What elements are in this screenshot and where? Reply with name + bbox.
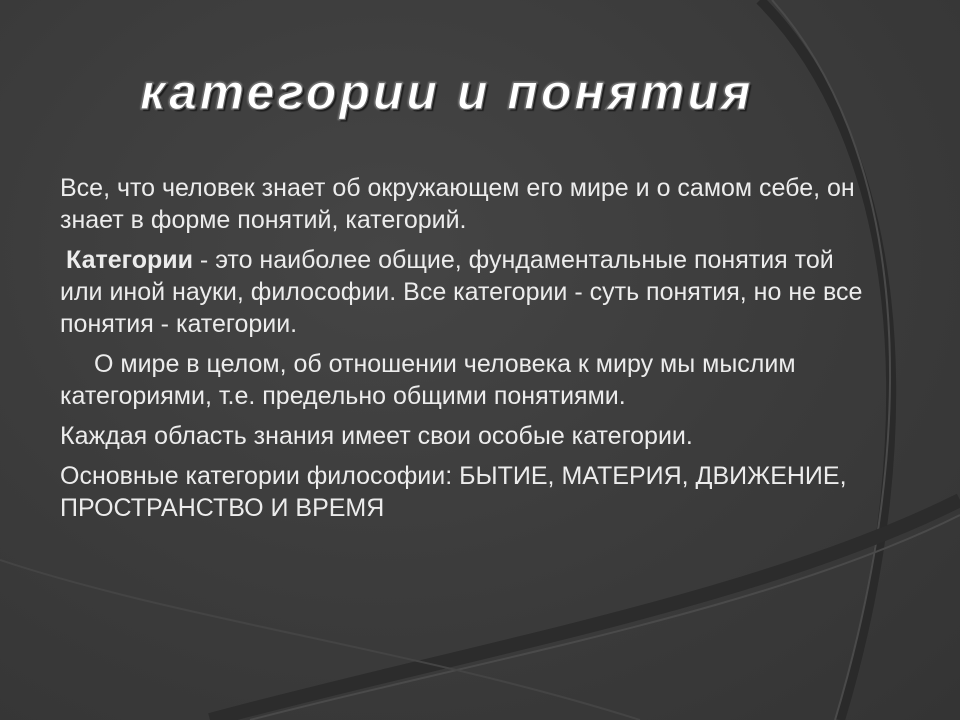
paragraph-world-thinking: О мире в целом, об отношении человека к миру мы мыслим категориями, т.е. предельно общими понятиями. xyxy=(60,350,796,410)
paragraph-intro: Все, что человек знает об окружающем его мире и о самом себе, он знает в форме понятий, категорий. xyxy=(60,174,855,234)
paragraph-knowledge-areas: Каждая область знания имеет свои особые категории. xyxy=(60,422,693,450)
slide-title: категории и понятия xyxy=(140,64,754,120)
term-categories: Категории xyxy=(66,246,193,274)
paragraph-main-categories: Основные категории философии: БЫТИЕ, МАТЕРИЯ, ДВИЖЕНИЕ, ПРОСТРАНСТВО И ВРЕМЯ xyxy=(60,462,847,522)
slide-body xyxy=(60,172,870,532)
definition-text: - это наиболее общие, фундаментальные понятия той или иной науки, философии. Все категории - суть понятия, но не все понятия - категории. xyxy=(60,246,863,338)
paragraph-categories-definition xyxy=(60,244,870,340)
